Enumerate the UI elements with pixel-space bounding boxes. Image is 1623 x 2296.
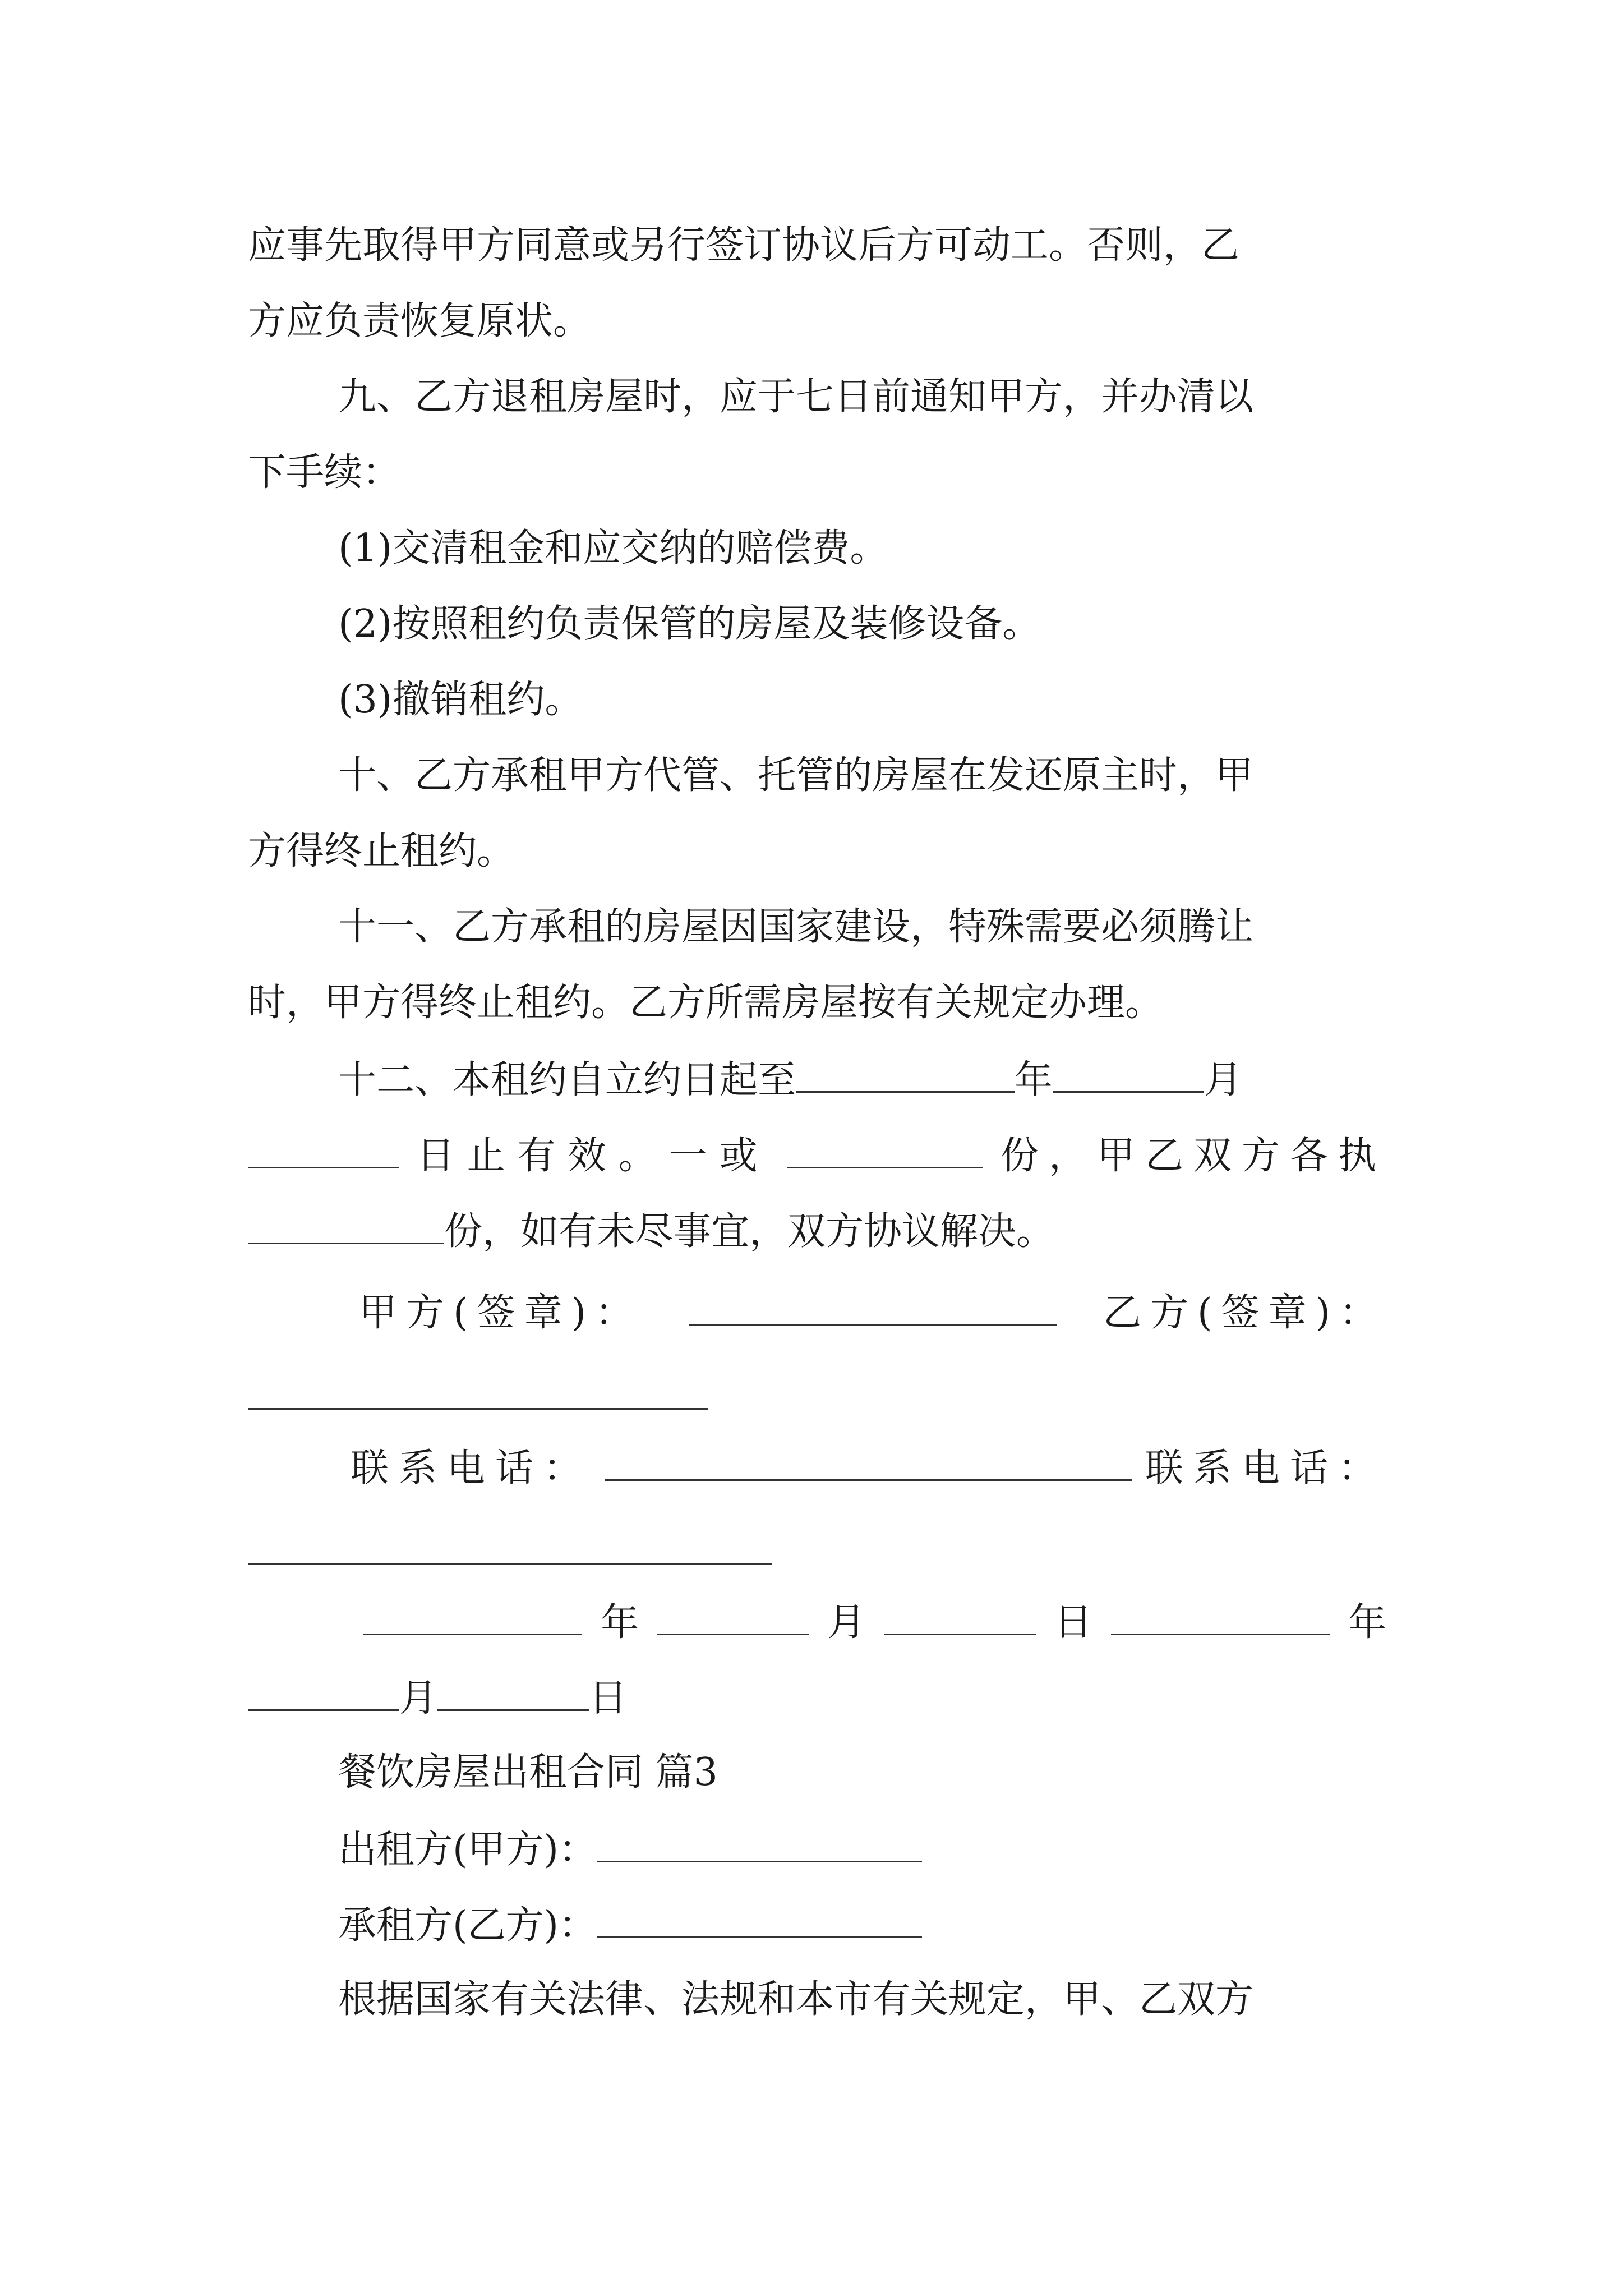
party-a-label: 甲方(签章)： xyxy=(359,1291,643,1334)
lessee-blank[interactable] xyxy=(597,1902,922,1938)
date-b-day-blank[interactable] xyxy=(437,1674,589,1711)
term-text: 日止有效。一或 xyxy=(416,1134,770,1177)
text-line: 下手续： xyxy=(248,450,401,495)
month-label: 月 xyxy=(399,1676,438,1719)
year-label: 年 xyxy=(1348,1600,1386,1644)
text-line xyxy=(248,1208,1386,1253)
month-blank[interactable] xyxy=(1053,1056,1204,1093)
year-blank[interactable] xyxy=(796,1056,1015,1093)
party-b-label: 乙方(签章)： xyxy=(1103,1291,1386,1334)
lessor-blank[interactable] xyxy=(597,1826,922,1862)
day-label: 日 xyxy=(589,1676,628,1719)
copies-blank[interactable] xyxy=(787,1132,983,1168)
text-line: 应事先取得甲方同意或另行签订协议后方可动工。否则，乙 xyxy=(248,223,1240,268)
date-a-month-blank[interactable] xyxy=(657,1599,809,1635)
lessee-label: 承租方(乙方)： xyxy=(338,1903,597,1947)
text-line: 方得终止租约。 xyxy=(248,829,515,873)
date-a-day-blank[interactable] xyxy=(884,1599,1036,1635)
day-label: 日 xyxy=(1054,1600,1092,1644)
phone-a-blank[interactable] xyxy=(605,1444,1132,1481)
list-item: (2)按照租约负责保管的房屋及装修设备。 xyxy=(338,602,1041,646)
text-line: 方应负责恢复原状。 xyxy=(248,299,592,343)
text-line: 时，甲方得终止租约。乙方所需房屋按有关规定办理。 xyxy=(248,981,1164,1025)
phone-b-label: 联系电话： xyxy=(1145,1446,1386,1489)
section-title: 餐饮房屋出租合同 篇3 xyxy=(338,1750,718,1795)
lessor-label: 出租方(甲方)： xyxy=(338,1828,597,1871)
date-b-month-blank[interactable] xyxy=(248,1674,399,1711)
term-text: 十二、本租约自立约日起至 xyxy=(338,1058,796,1101)
phone-b-blank[interactable] xyxy=(248,1563,772,1565)
month-label: 月 xyxy=(1204,1058,1243,1101)
date-line xyxy=(363,1599,1386,1644)
text-line: 根据国家有关法律、法规和本市有关规定，甲、乙双方 xyxy=(338,1977,1254,2022)
date-line xyxy=(248,1674,1386,1719)
date-b-year-blank[interactable] xyxy=(1111,1599,1330,1635)
party-b-signature-blank[interactable] xyxy=(248,1408,708,1410)
term-text: 份，如有未尽事宜，双方协议解决。 xyxy=(444,1209,1055,1253)
party-a-signature-blank[interactable] xyxy=(689,1289,1057,1326)
clause-10: 十、乙方承租甲方代管、托管的房屋在发还原主时，甲 xyxy=(338,753,1254,798)
text-line xyxy=(248,1132,1386,1177)
month-label: 月 xyxy=(827,1600,866,1644)
clause-11: 十一、乙方承租的房屋因国家建设，特殊需要必须腾让 xyxy=(338,905,1254,949)
signature-line xyxy=(359,1289,1386,1334)
date-a-year-blank[interactable] xyxy=(363,1599,582,1635)
lessor-line xyxy=(338,1826,1386,1871)
copies-each-blank[interactable] xyxy=(248,1208,444,1244)
day-blank[interactable] xyxy=(248,1132,399,1168)
phone-line xyxy=(351,1444,1386,1489)
list-item: (3)撤销租约。 xyxy=(338,678,583,722)
term-text: 份，甲乙双方各执 xyxy=(1000,1134,1386,1177)
lessee-line xyxy=(338,1902,1386,1947)
phone-a-label: 联系电话： xyxy=(351,1446,592,1489)
year-label: 年 xyxy=(601,1600,639,1644)
year-label: 年 xyxy=(1015,1058,1053,1101)
clause-12 xyxy=(338,1056,1386,1101)
clause-9: 九、乙方退租房屋时，应于七日前通知甲方，并办清以 xyxy=(338,375,1254,419)
list-item: (1)交清租金和应交纳的赔偿费。 xyxy=(338,526,888,570)
